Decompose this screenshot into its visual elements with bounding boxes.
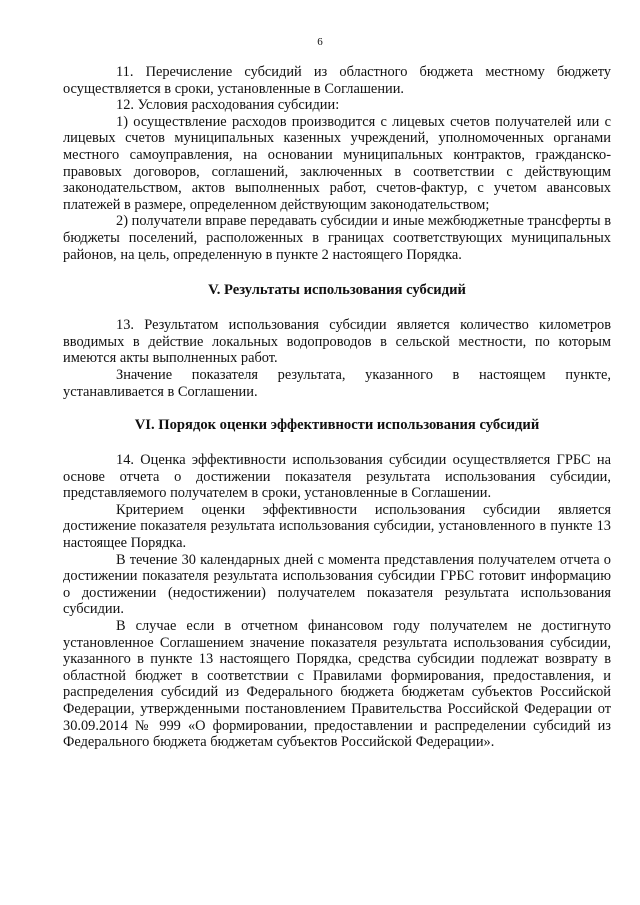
paragraph-14-timeline: В течение 30 календарных дней с момента представления получателем отчета о достижении показателя результата использования субсидии ГРБС готовит информацию о достижении (недостижении) получателем показателя результата использования субсидии. [63,551,611,618]
section-5-heading: V. Результаты использования субсидий [208,282,466,299]
paragraph-11: 11. Перечисление субсидий из областного бюджета местному бюджету осуществляется в сроки, установленные в Соглашении. [63,64,611,97]
paragraph-13-value: Значение показателя результата, указанного в настоящем пункте, устанавливается в Соглашении. [63,366,611,400]
section-6-heading: VI. Порядок оценки эффективности использования субсидий [134,417,540,434]
paragraph-14: 14. Оценка эффективности использования субсидии осуществляется ГРБС на основе отчета о достижении показателя результата использования субсидии, представляемого получателем в сроки, установленные в Соглашении. [63,452,611,502]
paragraph-14-refund: В случае если в отчетном финансовом году получателем не достигнуто установленное Соглашением значение показателя результата использования субсидии, указанного в пункте 13 настоящего Порядка, средства субсидии подлежат возврату в областной бюджет в соответствии с Правилами формирования, предоставления, и распределения субсидий из Федерального бюджета бюджетам субъектов Российской Федерации, утвержденными постановлением Правительства Российской Федерации от 30.09.2014 № 999 «О формировании, предоставлении и распределении субсидий из Федерального бюджета бюджетам субъектов Российской Федерации». [63,618,611,751]
paragraph-13: 13. Результатом использования субсидии является количество километров вводимых в действие локальных водопроводов в сельской местности, по которым имеются акты выполненных работ. [63,317,611,367]
document-body [63,64,611,751]
paragraph-12-item-1: 1) осуществление расходов производится с лицевых счетов получателей или с лицевых счетов муниципальных казенных учреждений, уполномоченных органами местного самоуправления, на основании муниципальных контрактов, гражданско-правовых договоров, соглашений, заключенных в соответствии с действующим законодательством, актов выполненных работ, счетов-фактур, с учетом авансовых платежей в размере, определенном действующим законодательством; [63,113,611,213]
paragraph-12-item-2: 2) получатели вправе передавать субсидии и иные межбюджетные трансферты в бюджеты поселений, расположенных в границах соответствующих муниципальных районов, на цель, определенную в пункте 2 настоящего Порядка. [63,213,611,263]
paragraph-12: 12. Условия расходования субсидии: [116,97,340,114]
page-number: 6 [317,36,323,48]
paragraph-14-criterion: Критерием оценки эффективности использования субсидии является достижение показателя результата использования субсидии, установленного в пункте 13 настоящее Порядка. [63,501,611,552]
